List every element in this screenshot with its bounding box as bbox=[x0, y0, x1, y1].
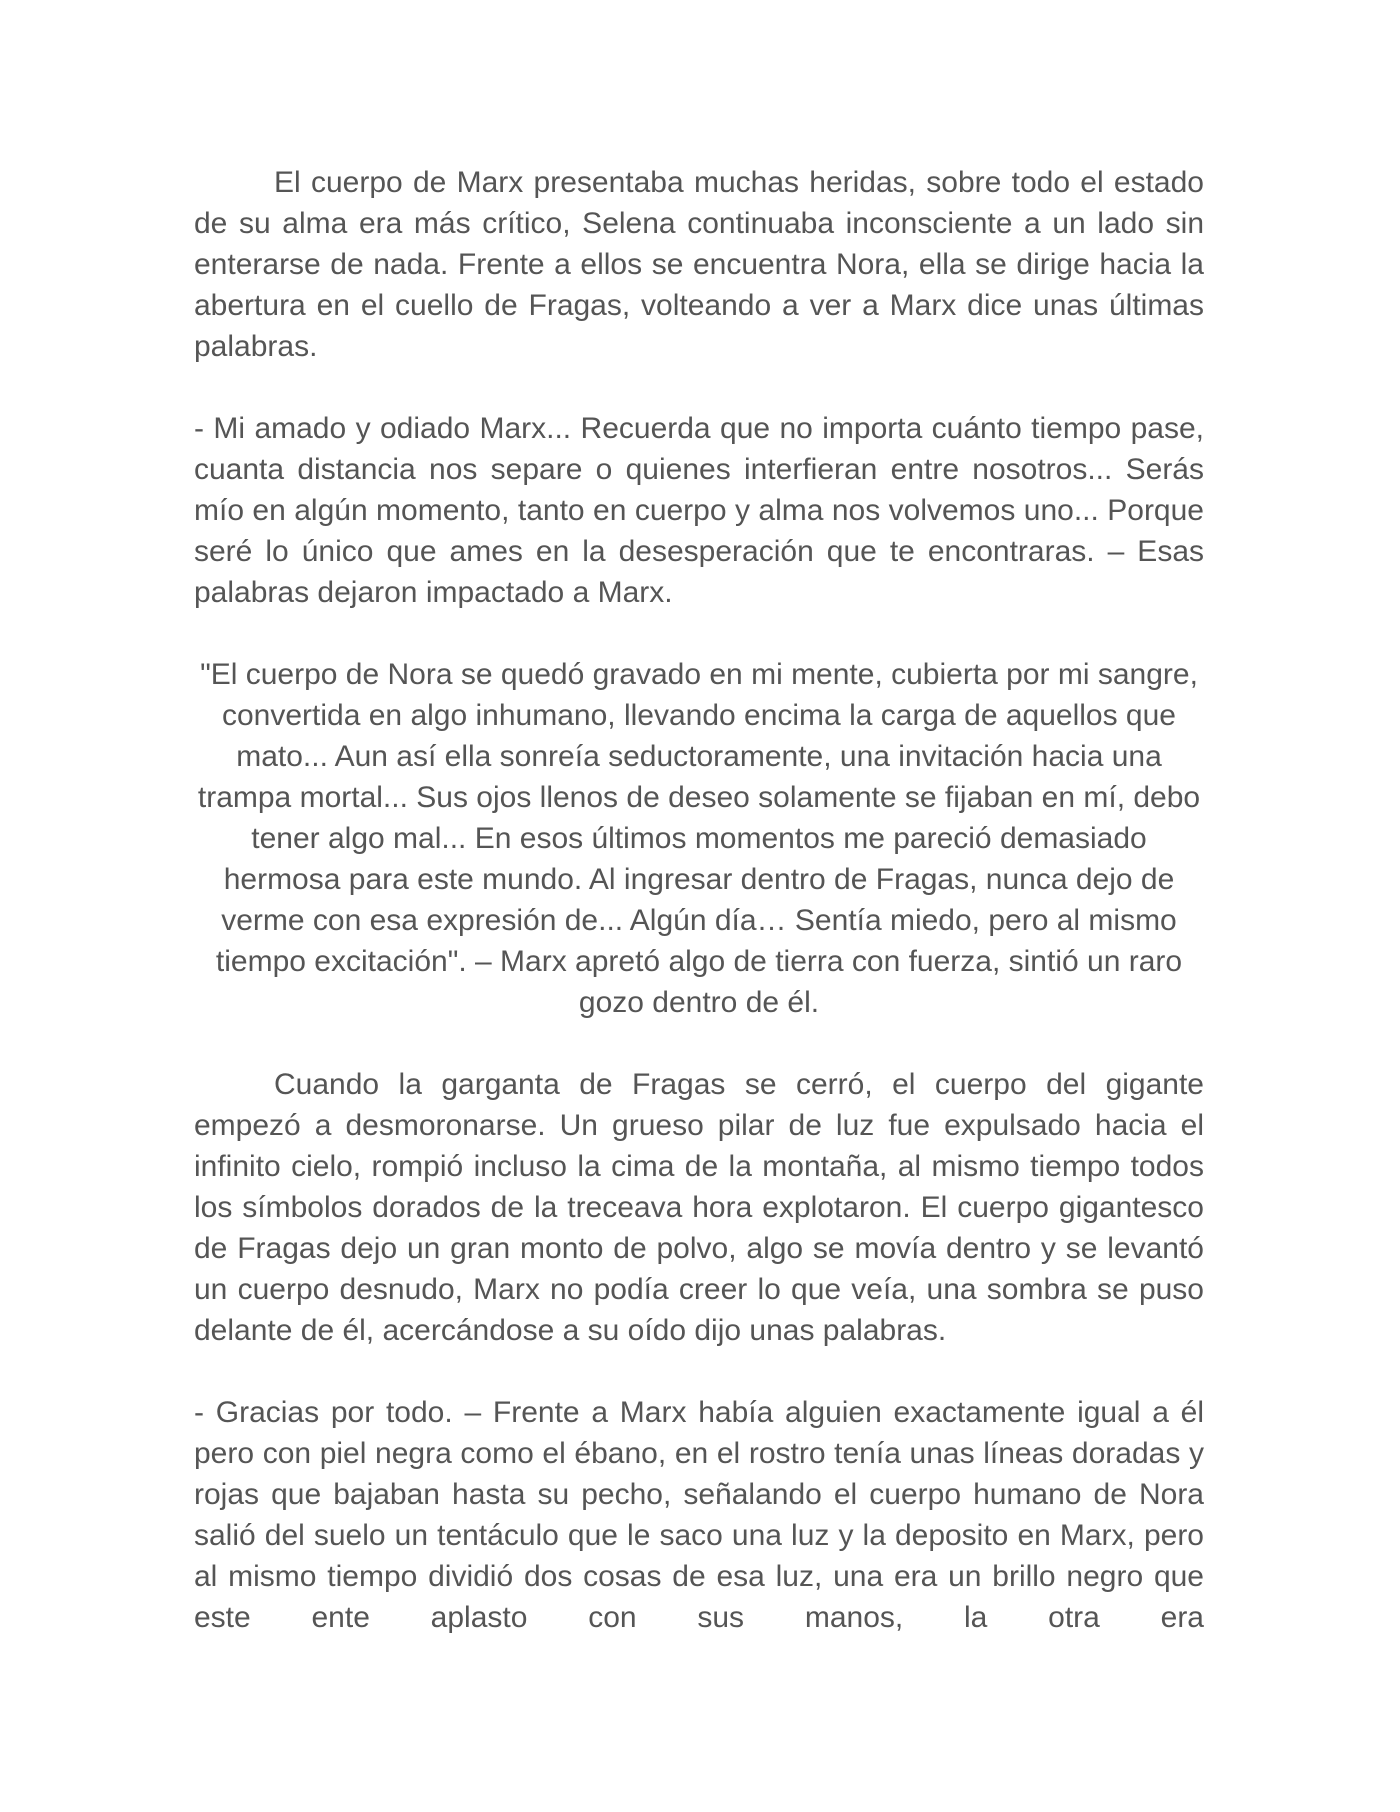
paragraph-narration-1: El cuerpo de Marx presentaba muchas heridas, sobre todo el estado de su alma era más crítico, Selena continuaba inconsciente a un lado sin enterarse de nada. Frente a ellos se encuentra Nora, ella se dirige hacia la abertura en el cuello de Fragas, volteando a ver a Marx dice unas últimas palabras. bbox=[194, 166, 1204, 363]
document-page bbox=[194, 162, 1204, 1638]
paragraph-dialogue-shadow: - Gracias por todo. – Frente a Marx había alguien exactamente igual a él pero con piel negra como el ébano, en el rostro tenía unas líneas doradas y rojas que bajaban hasta su pecho, señalando el cuerpo humano de Nora salió del suelo un tentáculo que le saco una luz y la deposito en Marx, pero al mismo tiempo dividió dos cosas de esa luz, una era un brillo negro que este ente aplasto con sus manos, la otra era bbox=[194, 1396, 1204, 1634]
paragraph-quote-marx: "El cuerpo de Nora se quedó gravado en mi mente, cubierta por mi sangre, convertida en algo inhumano, llevando encima la carga de aquellos que mato... Aun así ella sonreía seductoramente, una invitación hacia una trampa mortal... Sus ojos llenos de deseo solamente se fijaban en mí, debo tener algo mal... En esos últimos momentos me pareció demasiado hermosa para este mundo. Al ingresar dentro de Fragas, nunca dejo de verme con esa expresión de... Algún día… Sentía miedo, pero al mismo tiempo excitación". – Marx apretó algo de tierra con fuerza, sintió un raro gozo dentro de él. bbox=[197, 658, 1201, 1019]
paragraph-narration-2: Cuando la garganta de Fragas se cerró, el cuerpo del gigante empezó a desmoronarse. Un grueso pilar de luz fue expulsado hacia el infinito cielo, rompió incluso la cima de la montaña, al mismo tiempo todos los símbolos dorados de la treceava hora explotaron. El cuerpo gigantesco de Fragas dejo un gran monto de polvo, algo se movía dentro y se levantó un cuerpo desnudo, Marx no podía creer lo que veía, una sombra se puso delante de él, acercándose a su oído dijo unas palabras. bbox=[194, 1068, 1204, 1347]
paragraph-dialogue-nora: - Mi amado y odiado Marx... Recuerda que no importa cuánto tiempo pase, cuanta distancia nos separe o quienes interfieran entre nosotros... Serás mío en algún momento, tanto en cuerpo y alma nos volvemos uno... Porque seré lo único que ames en la desesperación que te encontraras. – Esas palabras dejaron impactado a Marx. bbox=[194, 412, 1204, 609]
